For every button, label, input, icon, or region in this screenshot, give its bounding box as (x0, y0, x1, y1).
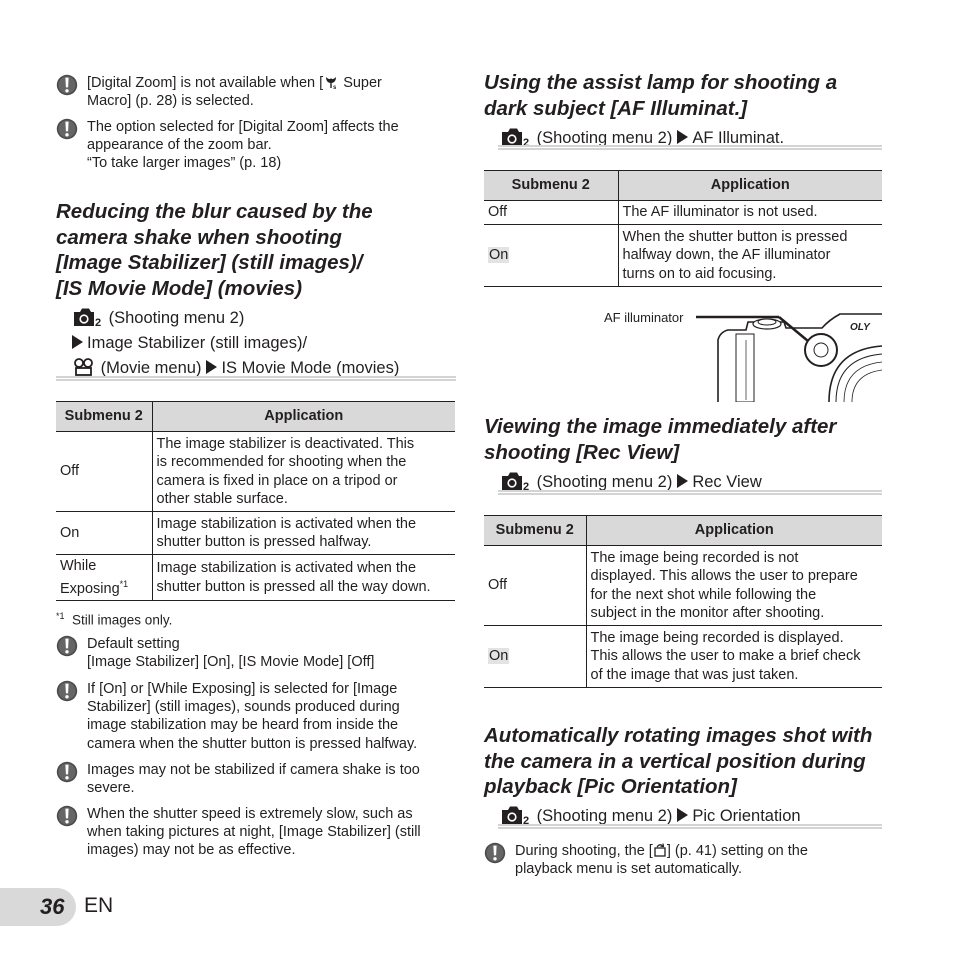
note-slow-shutter: When the shutter speed is extremely slow, such as when taking pictures at night, [Image Stabilizer] (still images) may not be as effective. (56, 805, 456, 860)
table-header-row (484, 171, 882, 201)
note-text: Macro] (p. 28) is selected. (87, 93, 254, 110)
camera-icon (500, 471, 532, 491)
table-cell-application: The AF illuminator is not used. (618, 201, 882, 225)
table-cell-application: Image stabilization is activated when the shutter button is pressed all the way down. (152, 555, 455, 601)
table-cell-submenu: Off (484, 201, 618, 225)
section-heading-rec-view: Viewing the image immediately after shooting [Rec View] (484, 415, 837, 464)
table-cell-application: The image stabilizer is deactivated. This is recommended for shooting when the camera is fixed in place on a tripod or other stable surface. (152, 432, 455, 512)
table-row (484, 225, 882, 287)
left-column (56, 0, 456, 880)
table-header-row (484, 516, 882, 546)
footnote: $^{*1}$ Still images only. (56, 611, 173, 628)
camera-icon (500, 127, 532, 147)
menu-path-pic-orientation: (Shooting menu 2) Pic Orientation (500, 804, 801, 829)
table-cell-application: The image being recorded is displayed. This allows the user to make a brief check of the image that was just taken. (586, 626, 882, 688)
rotate-icon (653, 843, 667, 857)
table-af-illuminat (484, 170, 882, 287)
table-image-stabilizer (56, 401, 455, 601)
table-row (56, 555, 455, 601)
svg-text:s: s (333, 85, 337, 89)
table-cell-application: Image stabilization is activated when the shutter button is pressed halfway. (152, 512, 455, 555)
right-column (484, 0, 884, 880)
table-cell-application: When the shutter button is pressed halfway down, the AF illuminator turns on to aid focusing. (618, 225, 882, 287)
menu-path-af-illuminat: (Shooting menu 2) AF Illuminat. (500, 126, 784, 151)
triangle-right-icon (677, 130, 688, 144)
note-text: appearance of the zoom bar. (87, 137, 272, 154)
table-cell-submenu: On (56, 512, 152, 555)
brand-mark: OLY (850, 322, 870, 333)
table-cell-submenu: While Exposing$^{*1}$ (56, 555, 152, 601)
table-header: Application (152, 402, 455, 432)
table-cell-submenu: On (484, 626, 586, 688)
section-heading-image-stabilizer: Reducing the blur caused by the camera shake when shooting [Image Stabilizer] (still images)/ [IS Movie Mode] (movies) (56, 200, 373, 300)
table-cell-application: The image being recorded is not displayed. This allows the user to prepare for the next shot while following the subject in the monitor after shooting. (586, 546, 882, 626)
menu-path-rec-view: (Shooting menu 2) Rec View (500, 470, 762, 495)
triangle-right-icon (677, 474, 688, 488)
movie-icon (72, 358, 96, 376)
figure-caption-af-illuminator: AF illuminator (604, 310, 684, 325)
triangle-right-icon (677, 808, 688, 822)
caution-icon (56, 74, 78, 96)
table-row (484, 546, 882, 626)
caution-icon (484, 842, 506, 864)
caution-icon (56, 635, 78, 657)
section-heading-pic-orientation: Automatically rotating images shot with the camera in a vertical position during playback [Pic Orientation] (484, 724, 873, 798)
table-row (484, 626, 882, 688)
menu-rule (498, 824, 882, 829)
caution-icon (56, 680, 78, 702)
note-text: The option selected for [Digital Zoom] affects the (87, 119, 399, 135)
table-header: Submenu 2 (56, 402, 152, 432)
menu-rule (498, 145, 882, 150)
note-pic-orientation: During shooting, the [ ] (p. 41) setting on the playback menu is set automatically. (484, 842, 884, 878)
note-default-setting: Default setting [Image Stabilizer] [On], [IS Movie Mode] [Off] (56, 635, 456, 671)
table-cell-submenu: Off (484, 546, 586, 626)
menu-path-image-stabilizer: (Shooting menu 2) Image Stabilizer (still images)/ (Movie menu) IS Movie Mode (movies) (72, 306, 399, 381)
table-rec-view (484, 515, 882, 688)
menu-rule (498, 490, 882, 495)
table-cell-submenu: On (484, 225, 618, 287)
table-header-row (56, 402, 455, 432)
super-macro-icon (323, 75, 339, 89)
table-header: Application (586, 516, 882, 546)
note-digital-zoom (56, 74, 456, 110)
camera-icon (500, 805, 532, 825)
page-language: EN (84, 894, 114, 917)
section-heading-af-illuminat: Using the assist lamp for shooting a dark subject [AF Illuminat.] (484, 71, 838, 120)
menu-rule (56, 376, 456, 381)
table-header: Submenu 2 (484, 516, 586, 546)
table-row (56, 432, 455, 512)
camera-icon (72, 307, 104, 327)
table-header: Application (618, 171, 882, 201)
table-row (484, 201, 882, 225)
note-text: Super (343, 75, 382, 91)
triangle-right-icon (72, 335, 83, 349)
caution-icon (56, 118, 78, 140)
page-number: 36 (40, 894, 65, 919)
note-zoom-bar (56, 118, 456, 173)
table-row (56, 512, 455, 555)
note-text: [Digital Zoom] is not available when [ (87, 75, 324, 91)
camera-illustration (484, 302, 884, 402)
page-number-tab (0, 888, 76, 926)
note-text: “To take larger images” (p. 18) (87, 155, 282, 172)
table-cell-submenu: Off (56, 432, 152, 512)
note-stabilizer-sounds: If [On] or [While Exposing] is selected for [Image Stabilizer] (still images), sounds produced during image stabilization may be heard from inside the camera when the shutter button is pressed halfway. (56, 680, 456, 753)
caution-icon (56, 761, 78, 783)
caution-icon (56, 805, 78, 827)
table-header: Submenu 2 (484, 171, 618, 201)
triangle-right-icon (206, 360, 217, 374)
note-camera-shake: Images may not be stabilized if camera shake is too severe. (56, 761, 456, 797)
